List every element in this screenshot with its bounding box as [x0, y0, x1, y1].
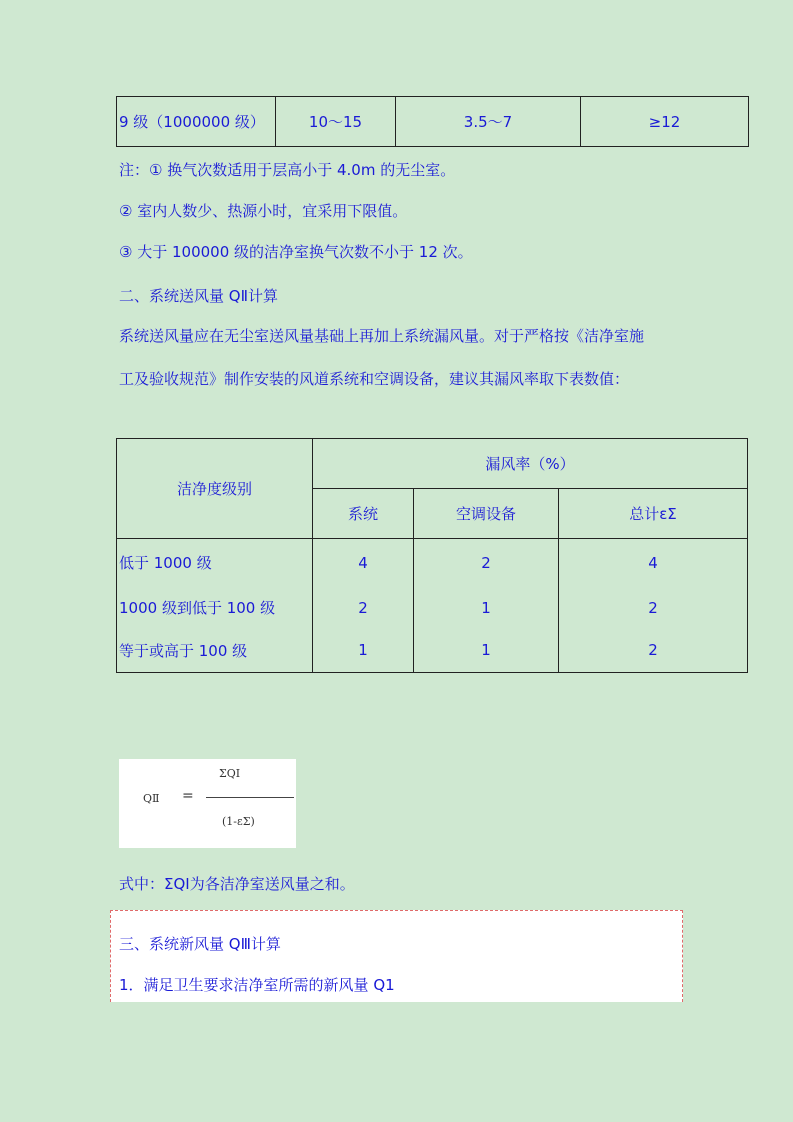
formula-numerator: ΣQⅠ: [219, 767, 241, 780]
table-cell: 等于或高于 100 级: [117, 629, 313, 673]
fraction-bar: [206, 797, 294, 798]
table-row: [117, 629, 748, 673]
table-cell: 2: [414, 539, 559, 587]
note-2: ② 室内人数少、热源小时，宜采用下限值。: [119, 202, 408, 220]
formula-equals: =: [182, 788, 194, 804]
formula-note: 式中：ΣQⅠ为各洁净室送风量之和。: [119, 875, 355, 893]
paragraph-line: 系统送风量应在无尘室送风量基础上再加上系统漏风量。对于严格按《洁净室施: [119, 327, 645, 345]
formula-denominator: (1-εΣ): [222, 815, 255, 828]
section-heading-3: 三、系统新风量 QⅢ计算: [119, 935, 281, 953]
table-row: [117, 539, 748, 587]
note-1: 注：① 换气次数适用于层高小于 4.0m 的无尘室。: [119, 161, 456, 179]
table-cell: 10～15: [276, 97, 396, 147]
subheader-system: 系统: [313, 489, 414, 539]
air-change-table: [116, 96, 749, 147]
table-cell: 4: [559, 539, 748, 587]
table-cell: 1: [313, 629, 414, 673]
section-3-item-1: 1．满足卫生要求洁净室所需的新风量 Q1: [119, 976, 395, 994]
table-cell: ≥12: [581, 97, 749, 147]
formula-image: [119, 759, 296, 848]
table-cell: 9 级（1000000 级）: [117, 97, 276, 147]
leak-rate-table: [116, 438, 748, 673]
header-cleanliness-class: 洁净度级别: [117, 439, 313, 539]
table-cell: 3.5～7: [396, 97, 581, 147]
table-row: [117, 587, 748, 629]
table-cell: 1: [414, 629, 559, 673]
subheader-total: 总计εΣ: [559, 489, 748, 539]
section-3-box: [110, 910, 683, 1002]
table-cell: 2: [559, 587, 748, 629]
paragraph-line: 工及验收规范》制作安装的风道系统和空调设备，建议其漏风率取下表数值：: [119, 370, 630, 388]
table-cell: 1000 级到低于 100 级: [117, 587, 313, 629]
note-3: ③ 大于 100000 级的洁净室换气次数不小于 12 次。: [119, 243, 473, 261]
table-cell: 1: [414, 587, 559, 629]
formula-lhs: QⅡ: [143, 792, 160, 805]
table-cell: 4: [313, 539, 414, 587]
table-cell: 低于 1000 级: [117, 539, 313, 587]
subheader-ac-equipment: 空调设备: [414, 489, 559, 539]
table-cell: 2: [313, 587, 414, 629]
section-heading-2: 二、系统送风量 QⅡ计算: [119, 287, 278, 305]
table-cell: 2: [559, 629, 748, 673]
header-leak-rate: 漏风率（%）: [313, 439, 748, 489]
